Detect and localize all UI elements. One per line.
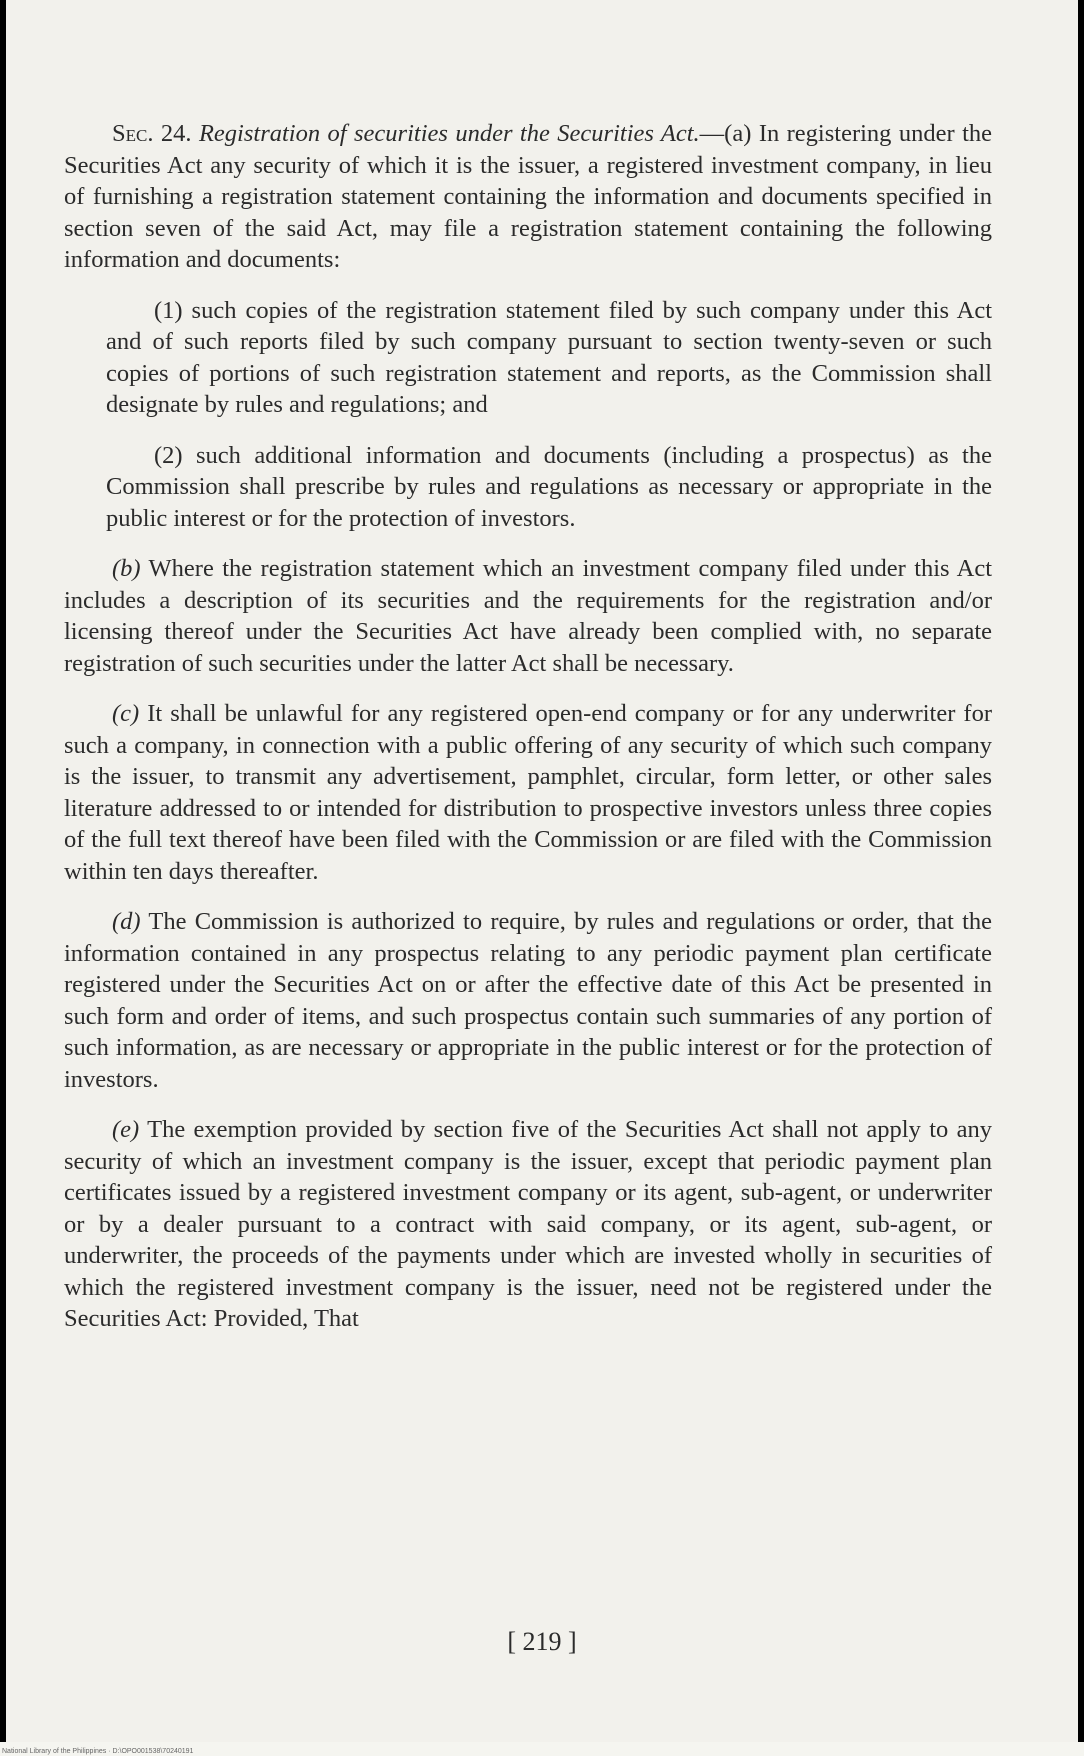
scan-footer bbox=[0, 1742, 1084, 1756]
section-intro-paragraph bbox=[64, 118, 992, 276]
page-number: [ 219 ] bbox=[507, 1627, 577, 1656]
scan-footer-text: National Library of the Philippines · D:\OPO001538\70240191 bbox=[2, 1748, 194, 1755]
subsection-e-mark: (e) bbox=[112, 1116, 140, 1143]
document-page bbox=[6, 0, 1078, 1756]
subsection-d bbox=[64, 906, 992, 1095]
subsection-d-text: The Commission is authorized to require, by rules and regulations or order, that the information contained in any prospectus relating to any periodic payment plan certificate registered under the Securities Act on or after the effective date of this Act be presented in such form and order of items, and such prospectus contain such summaries of any portion of such information, as are necessary or appropriate in the public interest or for the protection of investors. bbox=[64, 908, 992, 1093]
section-heading: Registration of securities under the Securities Act. bbox=[198, 120, 700, 147]
section-label: Sec. 24. bbox=[112, 120, 192, 147]
subsection-e bbox=[64, 1114, 992, 1335]
subsection-b-text: Where the registration statement which an investment company filed under this Act includes a description of its securities and the requirements for the registration and/or licensing thereof under the Securities Act have already been complied with, no separate registration of such securities under the latter Act shall be necessary. bbox=[64, 555, 993, 677]
list-item-1: (1) such copies of the registration statement filed by such company under this Act and of such reports filed by such company pursuant to section twenty-seven or such copies of portions of such registration statement and reports, as the Commission shall designate by rules and regulations; and bbox=[106, 296, 992, 418]
list-item-2: (2) such additional information and documents (including a prospectus) as the Commission shall prescribe by rules and regulations as necessary or appropriate in the public interest or for the protection of investors. bbox=[106, 441, 992, 532]
body-text bbox=[64, 118, 992, 1354]
subsection-c-text: It shall be unlawful for any registered open-end company or for any underwriter for such a company, in connection with a public offering of any security of which such company is the issuer, to transmit any advertisement, pamphlet, circular, form letter, or other sales literature addressed to or intended for distribution to prospective investors unless three copies of the full text thereof have been filed with the Commission or are filed with the Commission within ten days thereafter. bbox=[64, 700, 992, 885]
subsection-b-mark: (b) bbox=[112, 555, 141, 582]
subsection-c bbox=[64, 698, 992, 887]
subsection-b bbox=[64, 553, 992, 679]
subsection-a-mark: —(a) bbox=[699, 120, 752, 147]
subsection-d-mark: (d) bbox=[112, 908, 141, 935]
subsection-c-mark: (c) bbox=[112, 700, 140, 727]
subsection-e-text: The exemption provided by section five of the Securities Act shall not apply to any security of which an investment company is the issuer, except that periodic payment plan certificates issued by a registered investment company or its agent, sub-agent, or underwriter or by a dealer pursuant to a contract with said company, or its agent, sub-agent, or underwriter, the proceeds of the payments under which are invested wholly in securities of which the registered investment company is the issuer, need not be registered under the Securities Act: Provided, That bbox=[64, 1116, 992, 1332]
section-intro-text: In registering under the Securities Act any security of which it is the issuer, a registered investment company, in lieu of furnishing a registration statement containing the information and documents specified in section seven of the said Act, may file a registration statement containing the following information and documents: bbox=[64, 120, 992, 273]
